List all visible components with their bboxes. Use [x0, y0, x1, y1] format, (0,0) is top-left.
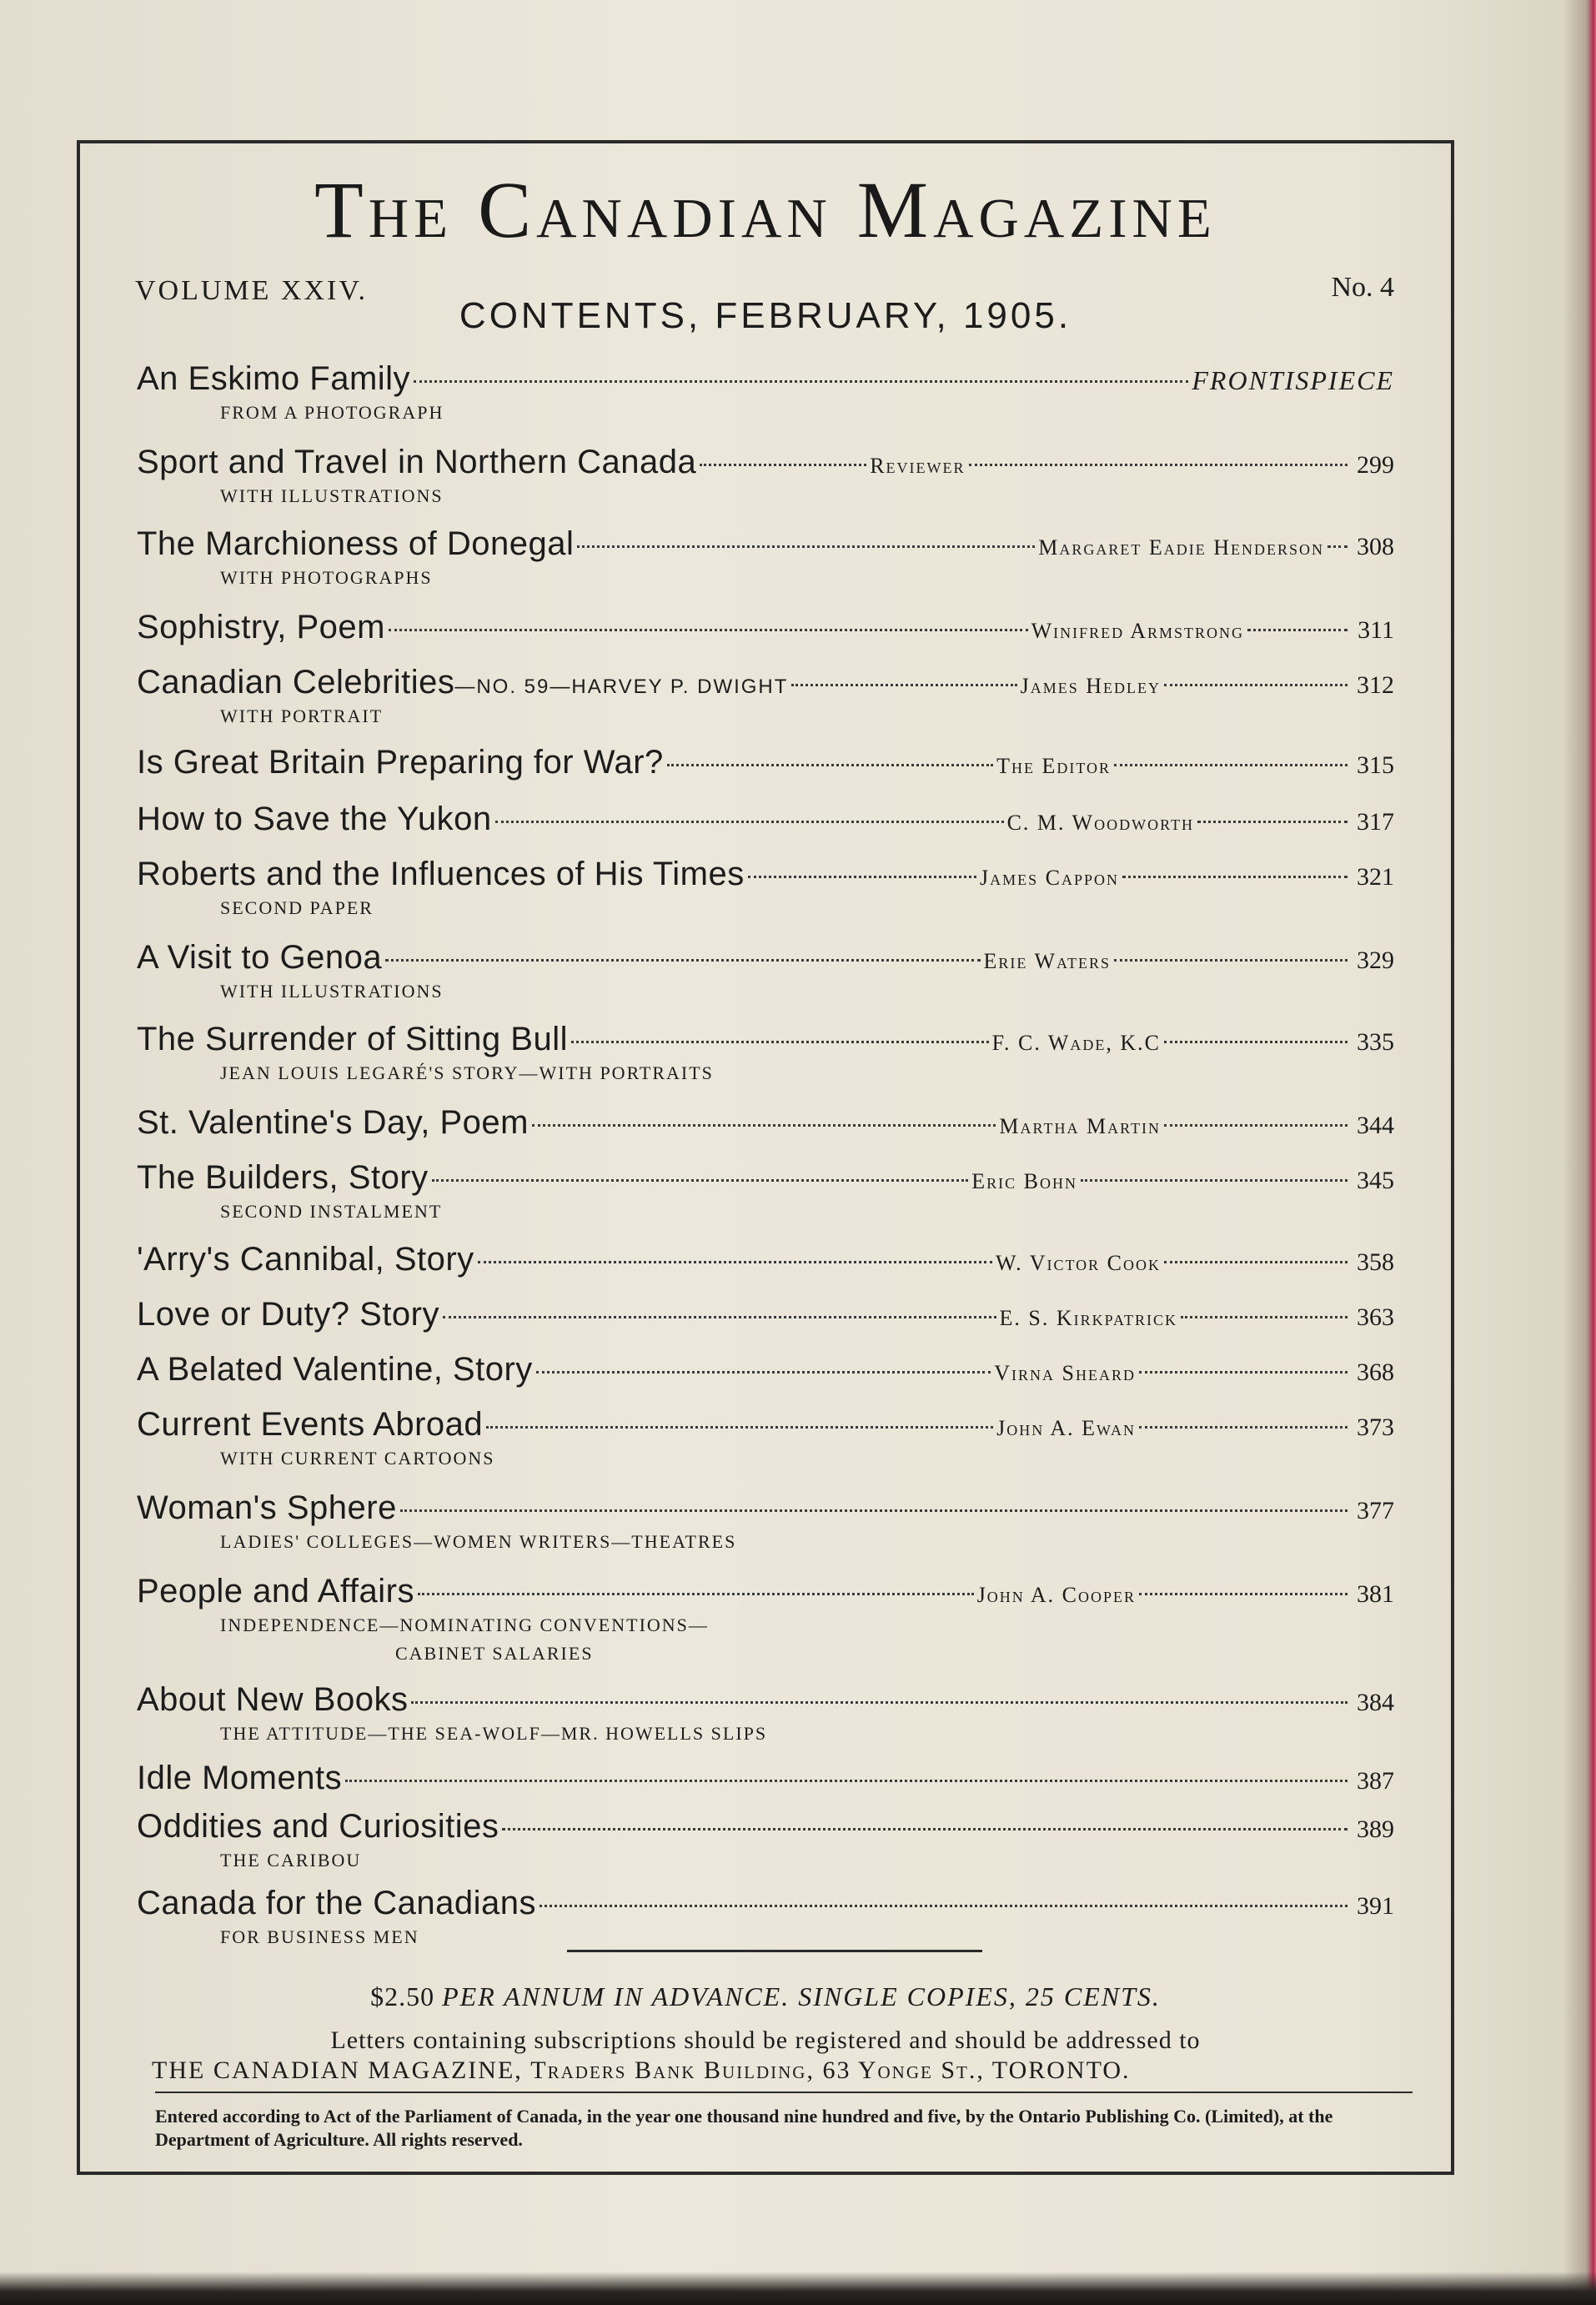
dot-leader — [1247, 629, 1348, 631]
entry-frontispiece: FRONTISPIECE — [1192, 365, 1394, 395]
entry-page: 345 — [1357, 1167, 1394, 1194]
entry-page: 321 — [1357, 863, 1394, 891]
entry-title: Is Great Britain Preparing for War? — [137, 744, 664, 781]
entry-author: Margaret Eadie Henderson — [1038, 535, 1324, 560]
entry-title: A Belated Valentine, Story — [137, 1351, 533, 1388]
entry-title: A Visit to Genoa — [137, 939, 383, 976]
entry-title: The Builders, Story — [137, 1159, 429, 1196]
dot-leader — [400, 1509, 1348, 1512]
entry-subtitle: THE CARIBOU — [220, 1850, 362, 1871]
toc-entry — [137, 1681, 1394, 1744]
divider-rule — [567, 1950, 982, 1952]
dot-leader — [1139, 1426, 1348, 1429]
dot-leader — [577, 545, 1035, 548]
entry-title: Woman's Sphere — [137, 1489, 397, 1526]
spine-edge — [1563, 0, 1596, 2305]
entry-page: 344 — [1357, 1112, 1394, 1139]
entry-page: 312 — [1357, 671, 1394, 699]
dot-leader — [495, 821, 1004, 823]
toc-entry — [137, 1241, 1394, 1281]
dot-leader — [1164, 1041, 1348, 1043]
toc-entry — [137, 609, 1394, 649]
entry-title: An Eskimo Family — [137, 360, 411, 397]
dot-leader — [1181, 1316, 1348, 1318]
toc-entry — [137, 1021, 1394, 1083]
toc-entry — [137, 664, 1394, 726]
toc-entry — [137, 1573, 1394, 1664]
entry-title: Canadian Celebrities — [137, 664, 455, 701]
dot-leader — [385, 959, 980, 962]
entry-author: John A. Cooper — [976, 1583, 1136, 1607]
toc-entry — [137, 444, 1394, 506]
dot-leader — [540, 1905, 1348, 1907]
toc-entry — [137, 360, 1394, 423]
entry-page: 299 — [1357, 451, 1394, 479]
entry-page: 387 — [1357, 1767, 1394, 1795]
entry-subtitle: WITH PORTRAIT — [220, 706, 384, 726]
entry-title: Roberts and the Influences of His Times — [137, 856, 745, 892]
dot-leader — [1114, 959, 1348, 962]
entry-page: 329 — [1357, 947, 1394, 974]
dot-leader — [700, 464, 866, 466]
entry-subtitle: INDEPENDENCE—NOMINATING CONVENTIONS— — [220, 1615, 709, 1635]
entry-title: 'Arry's Cannibal, Story — [137, 1241, 474, 1278]
entry-author: Winifred Armstrong — [1031, 619, 1244, 643]
entry-title: Sophistry, Poem — [137, 609, 385, 645]
dot-leader — [969, 464, 1348, 466]
entry-page: 363 — [1357, 1303, 1394, 1331]
volume-label: VOLUME XXIV. — [135, 275, 369, 306]
dot-leader — [345, 1780, 1348, 1782]
price-terms: PER ANNUM IN ADVANCE. SINGLE COPIES, 25 CENTS. — [442, 1981, 1161, 2011]
entry-subtitle: SECOND PAPER — [220, 897, 374, 918]
toc-entry — [137, 1296, 1394, 1336]
dot-leader — [1164, 1261, 1348, 1263]
footer-rule — [155, 2092, 1413, 2093]
entry-title: Love or Duty? Story — [137, 1296, 439, 1333]
dot-leader — [432, 1179, 969, 1182]
dot-leader — [1197, 821, 1348, 823]
dot-leader — [536, 1371, 991, 1373]
dot-leader — [1122, 876, 1348, 878]
entry-author: The Editor — [996, 754, 1111, 778]
entry-title: About New Books — [137, 1681, 409, 1718]
bottom-edge — [0, 2272, 1596, 2305]
entry-subtitle-line2: CABINET SALARIES — [395, 1643, 594, 1664]
toc-entry — [137, 1489, 1394, 1552]
issue-number: No. 4 — [1331, 272, 1394, 303]
publisher-name: THE CANADIAN MAGAZINE, — [152, 2056, 523, 2084]
entry-title: Sport and Travel in Northern Canada — [137, 444, 697, 480]
entry-title: Oddities and Curiosities — [137, 1808, 499, 1845]
toc-entry — [137, 1406, 1394, 1469]
entry-page: 377 — [1357, 1497, 1394, 1524]
entry-page: 389 — [1357, 1815, 1394, 1843]
toc-entry — [137, 1808, 1394, 1871]
entry-subtitle: WITH CURRENT CARTOONS — [220, 1448, 495, 1469]
toc-entry — [137, 1159, 1394, 1222]
magazine-title: The Canadian Magazine — [314, 165, 1217, 254]
dot-leader — [1327, 545, 1348, 548]
dot-leader — [532, 1124, 996, 1127]
subscription-instructions: Letters containing subscriptions should be registered and should be addressed to — [330, 2026, 1201, 2054]
dot-leader — [1139, 1593, 1348, 1595]
entry-author: C. M. Woodworth — [1006, 811, 1194, 835]
dot-leader — [418, 1593, 974, 1595]
entry-subtitle: WITH ILLUSTRATIONS — [220, 981, 444, 1002]
dot-leader — [502, 1828, 1348, 1830]
entry-page: 358 — [1357, 1248, 1394, 1276]
toc-entry — [137, 801, 1394, 841]
dot-leader — [389, 629, 1028, 631]
entry-author: Reviewer — [870, 454, 966, 478]
entry-subtitle: LADIES' COLLEGES—WOMEN WRITERS—THEATRES — [220, 1531, 737, 1552]
copyright-notice: Entered according to Act of the Parliament of Canada, in the year one thousand nine hundred and five, by the Ontario Publishing Co. (Limited), at the Department of Agriculture. All rights reserved. — [155, 2106, 1333, 2150]
price-amount: $2.50 — [370, 1981, 435, 2011]
entry-title: Canada for the Canadians — [137, 1885, 536, 1921]
entry-page: 308 — [1357, 533, 1394, 560]
toc-entry — [137, 1760, 1394, 1800]
toc-entry — [137, 1351, 1394, 1391]
entry-page: 335 — [1357, 1028, 1394, 1056]
entry-title-suffix: —NO. 59—HARVEY P. DWIGHT — [454, 675, 789, 698]
dot-leader — [1081, 1179, 1348, 1182]
toc-entry — [137, 744, 1394, 784]
entry-subtitle: SECOND INSTALMENT — [220, 1201, 443, 1222]
entry-author: F. C. Wade, K.C — [991, 1031, 1161, 1055]
entry-title: St. Valentine's Day, Poem — [137, 1104, 529, 1141]
entry-author: E. S. Kirkpatrick — [999, 1306, 1177, 1330]
dot-leader — [411, 1701, 1348, 1704]
entry-author: Martha Martin — [999, 1114, 1161, 1138]
entry-subtitle: FROM A PHOTOGRAPH — [220, 402, 444, 423]
entry-author: Virna Sheard — [994, 1361, 1136, 1385]
entry-subtitle: THE ATTITUDE—THE SEA-WOLF—MR. HOWELLS SLIPS — [220, 1723, 768, 1744]
dot-leader — [571, 1041, 989, 1043]
dot-leader — [1114, 764, 1348, 766]
entry-author: James Hedley — [1020, 674, 1161, 698]
entry-subtitle: WITH ILLUSTRATIONS — [220, 485, 444, 506]
dot-leader — [486, 1426, 993, 1429]
dot-leader — [748, 876, 976, 878]
entry-page: 391 — [1357, 1892, 1394, 1920]
entry-author: Eric Bohn — [971, 1169, 1077, 1193]
entry-page: 381 — [1357, 1580, 1394, 1608]
entry-subtitle: FOR BUSINESS MEN — [220, 1926, 419, 1947]
dot-leader — [1164, 684, 1348, 686]
entry-author: James Cappon — [980, 866, 1119, 890]
dot-leader — [791, 684, 1016, 686]
contents-heading: CONTENTS, FEBRUARY, 1905. — [459, 295, 1072, 336]
dot-leader — [478, 1261, 992, 1263]
publisher-street: Traders Bank Building, 63 Yonge St., TORONTO. — [530, 2056, 1131, 2084]
dot-leader — [1164, 1124, 1348, 1127]
dot-leader — [1139, 1371, 1348, 1373]
dot-leader — [443, 1316, 996, 1318]
entry-page: 317 — [1357, 808, 1394, 836]
toc-entry — [137, 525, 1394, 588]
entry-title: Idle Moments — [137, 1760, 343, 1796]
entry-author: Erie Waters — [983, 949, 1111, 973]
entry-page: 384 — [1357, 1689, 1394, 1716]
entry-author: John A. Ewan — [996, 1416, 1136, 1440]
entry-page: 315 — [1357, 751, 1394, 779]
entry-author: W. Victor Cook — [996, 1251, 1161, 1275]
dot-leader — [414, 380, 1188, 383]
toc-entry — [137, 1104, 1394, 1144]
entry-title: How to Save the Yukon — [137, 801, 492, 837]
entry-subtitle: JEAN LOUIS LEGARÉ'S STORY—WITH PORTRAITS — [220, 1062, 714, 1083]
entry-title: The Marchioness of Donegal — [137, 525, 575, 562]
entry-subtitle: WITH PHOTOGRAPHS — [220, 567, 433, 588]
subscription-price — [77, 1981, 1454, 2012]
entry-page: 311 — [1358, 616, 1394, 644]
toc-entry — [137, 1885, 1394, 1947]
entry-title: The Surrender of Sitting Bull — [137, 1021, 568, 1057]
publisher-address — [152, 2056, 1403, 2085]
toc-entry — [137, 856, 1394, 918]
entry-title: People and Affairs — [137, 1573, 414, 1609]
entry-page: 368 — [1357, 1358, 1394, 1386]
entry-title: Current Events Abroad — [137, 1406, 484, 1443]
toc-entry — [137, 939, 1394, 1002]
dot-leader — [667, 764, 993, 766]
entry-page: 373 — [1357, 1414, 1394, 1441]
